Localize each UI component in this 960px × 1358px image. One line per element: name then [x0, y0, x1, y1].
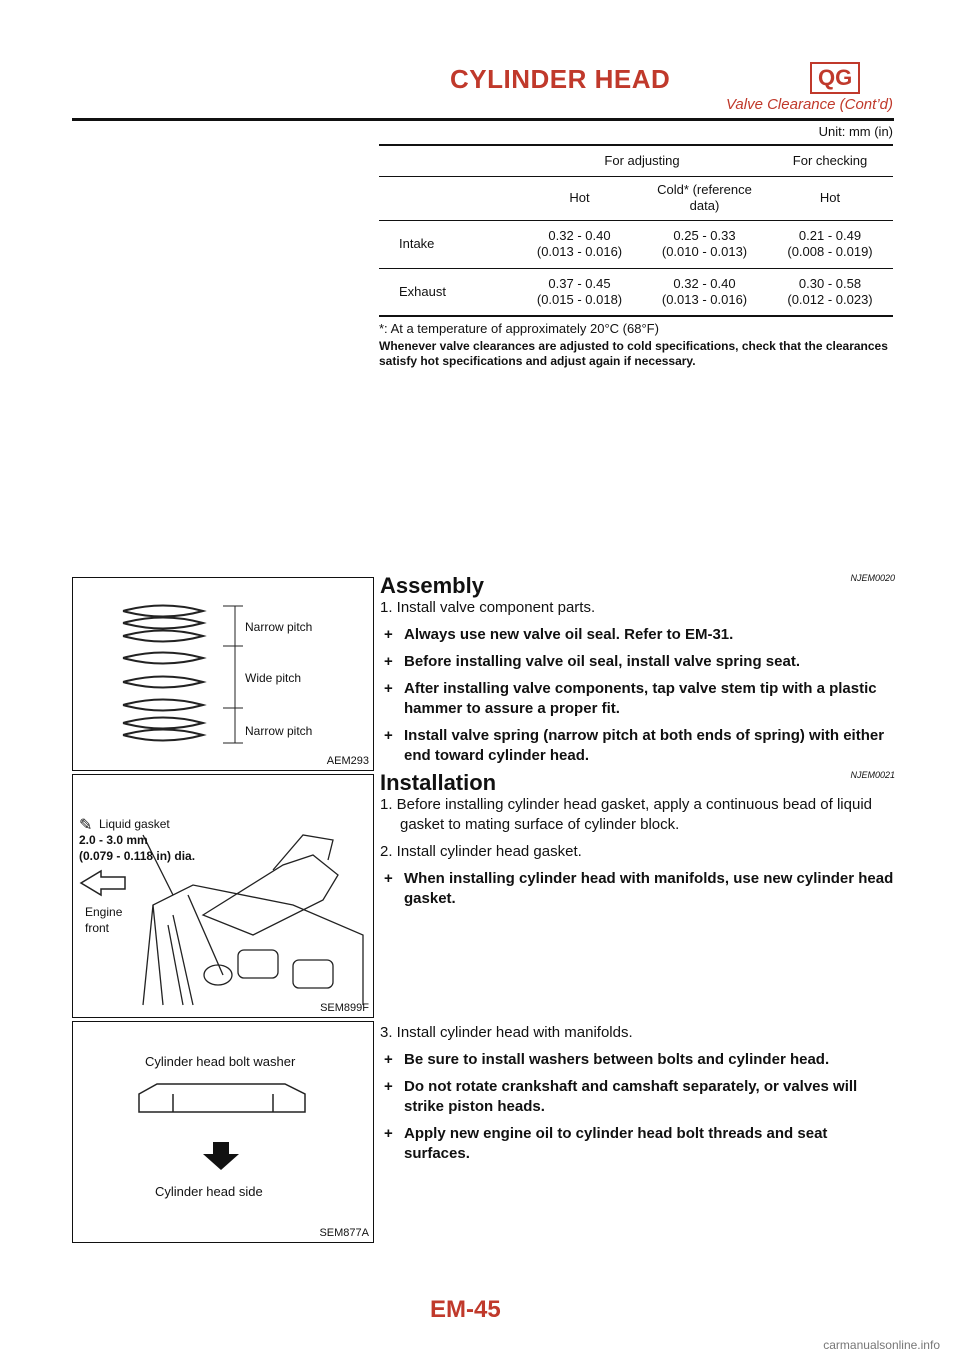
table-corner-2	[379, 176, 517, 220]
assembly-title: Assembly	[380, 573, 484, 598]
group-header-adjusting: For adjusting	[604, 152, 680, 168]
page-subtitle: Valve Clearance (Cont’d)	[725, 96, 893, 113]
table-cell: 0.25 - 0.33 (0.010 - 0.013)	[661, 228, 748, 259]
table-warning: Whenever valve clearances are adjusted to cold specifications, check that the clearances satisfy hot specifications and adjust again if necessary.	[379, 339, 888, 368]
installation-ref: NJEM0021	[850, 770, 895, 780]
installation-section	[380, 765, 895, 916]
installation-bullet: + When installing cylinder head with manifolds, use new cylinder head gasket.	[380, 869, 895, 909]
engine-code-badge: QG	[810, 62, 860, 94]
installation-title: Installation	[380, 770, 497, 795]
label-narrow-pitch-bottom: Narrow pitch	[245, 724, 313, 738]
label-front: front	[85, 921, 110, 935]
table-cell: 0.21 - 0.49 (0.008 - 0.019)	[787, 228, 873, 259]
assembly-bullet: + Always use new valve oil seal. Refer to EM-31.	[380, 625, 895, 645]
gasket-application-drawing	[73, 775, 373, 1017]
sub-header-hot-check: Hot	[819, 190, 841, 205]
label-bead-size-in: (0.079 - 0.118 in) dia.	[79, 849, 196, 863]
assembly-ref: NJEM0020	[850, 573, 895, 583]
installation-step-3-section	[380, 1023, 895, 1171]
watermark: carmanualsonline.info	[823, 1338, 940, 1352]
installation-bullet: + Do not rotate crankshaft and camshaft separately, or valves will strike piston heads.	[380, 1077, 895, 1117]
installation-step-2: 2. Install cylinder head gasket.	[380, 843, 582, 860]
figure-valve-spring	[72, 577, 374, 771]
assembly-section	[380, 568, 895, 773]
table-cell: 0.32 - 0.40 (0.013 - 0.016)	[661, 275, 748, 307]
figure-id: SEM877A	[319, 1227, 369, 1239]
valve-clearance-table	[379, 144, 893, 317]
sub-header-cold: Cold* (reference data)	[657, 182, 752, 213]
installation-bullet: + Be sure to install washers between bolts and cylinder head.	[380, 1050, 895, 1070]
gasket-icon: ✎	[79, 817, 93, 834]
assembly-bullet: + After installing valve components, tap valve stem tip with a plastic hammer to assure a proper fit.	[380, 679, 895, 719]
label-narrow-pitch-top: Narrow pitch	[245, 620, 313, 634]
assembly-bullet: + Install valve spring (narrow pitch at both ends of spring) with either end toward cylinder head.	[380, 726, 895, 766]
figure-liquid-gasket	[72, 774, 374, 1018]
assembly-step-1: 1. Install valve component parts.	[380, 599, 596, 616]
table-cell: 0.30 - 0.58 (0.012 - 0.023)	[787, 275, 873, 307]
table-cell: 0.32 - 0.40 (0.013 - 0.016)	[536, 228, 623, 259]
label-bolt-washer: Cylinder head bolt washer	[145, 1054, 296, 1069]
figure-id: AEM293	[326, 755, 369, 767]
label-liquid-gasket: Liquid gasket	[99, 817, 170, 831]
label-engine: Engine	[85, 905, 123, 919]
label-wide-pitch: Wide pitch	[245, 671, 302, 685]
label-bead-size: 2.0 - 3.0 mm	[79, 833, 148, 847]
figure-bolt-washer	[72, 1021, 374, 1243]
row-label-exhaust: Exhaust	[399, 283, 446, 299]
group-header-checking: For checking	[792, 152, 868, 168]
header-rule	[72, 118, 894, 121]
page-number: EM-45	[430, 1296, 501, 1323]
sub-header-hot: Hot	[569, 190, 590, 205]
installation-bullet: + Apply new engine oil to cylinder head bolt threads and seat surfaces.	[380, 1124, 895, 1164]
assembly-bullet: + Before installing valve oil seal, install valve spring seat.	[380, 652, 895, 672]
installation-step-1: 1. Before installing cylinder head gasket, apply a continuous bead of liquid gasket to mating surface of cylinder block.	[380, 796, 872, 833]
figure-id: SEM899F	[320, 1002, 369, 1014]
table-footnote: *: At a temperature of approximately 20°C (68°F)	[379, 321, 659, 336]
label-head-side: Cylinder head side	[155, 1184, 263, 1199]
installation-step-3: 3. Install cylinder head with manifolds.	[380, 1024, 633, 1041]
page-section-title: CYLINDER HEAD	[450, 64, 671, 94]
valve-spring-drawing	[73, 578, 373, 770]
table-cell: 0.37 - 0.45 (0.015 - 0.018)	[536, 275, 623, 307]
table-corner	[379, 145, 517, 176]
row-label-intake: Intake	[399, 236, 435, 251]
unit-note: Unit: mm (in)	[818, 124, 893, 139]
